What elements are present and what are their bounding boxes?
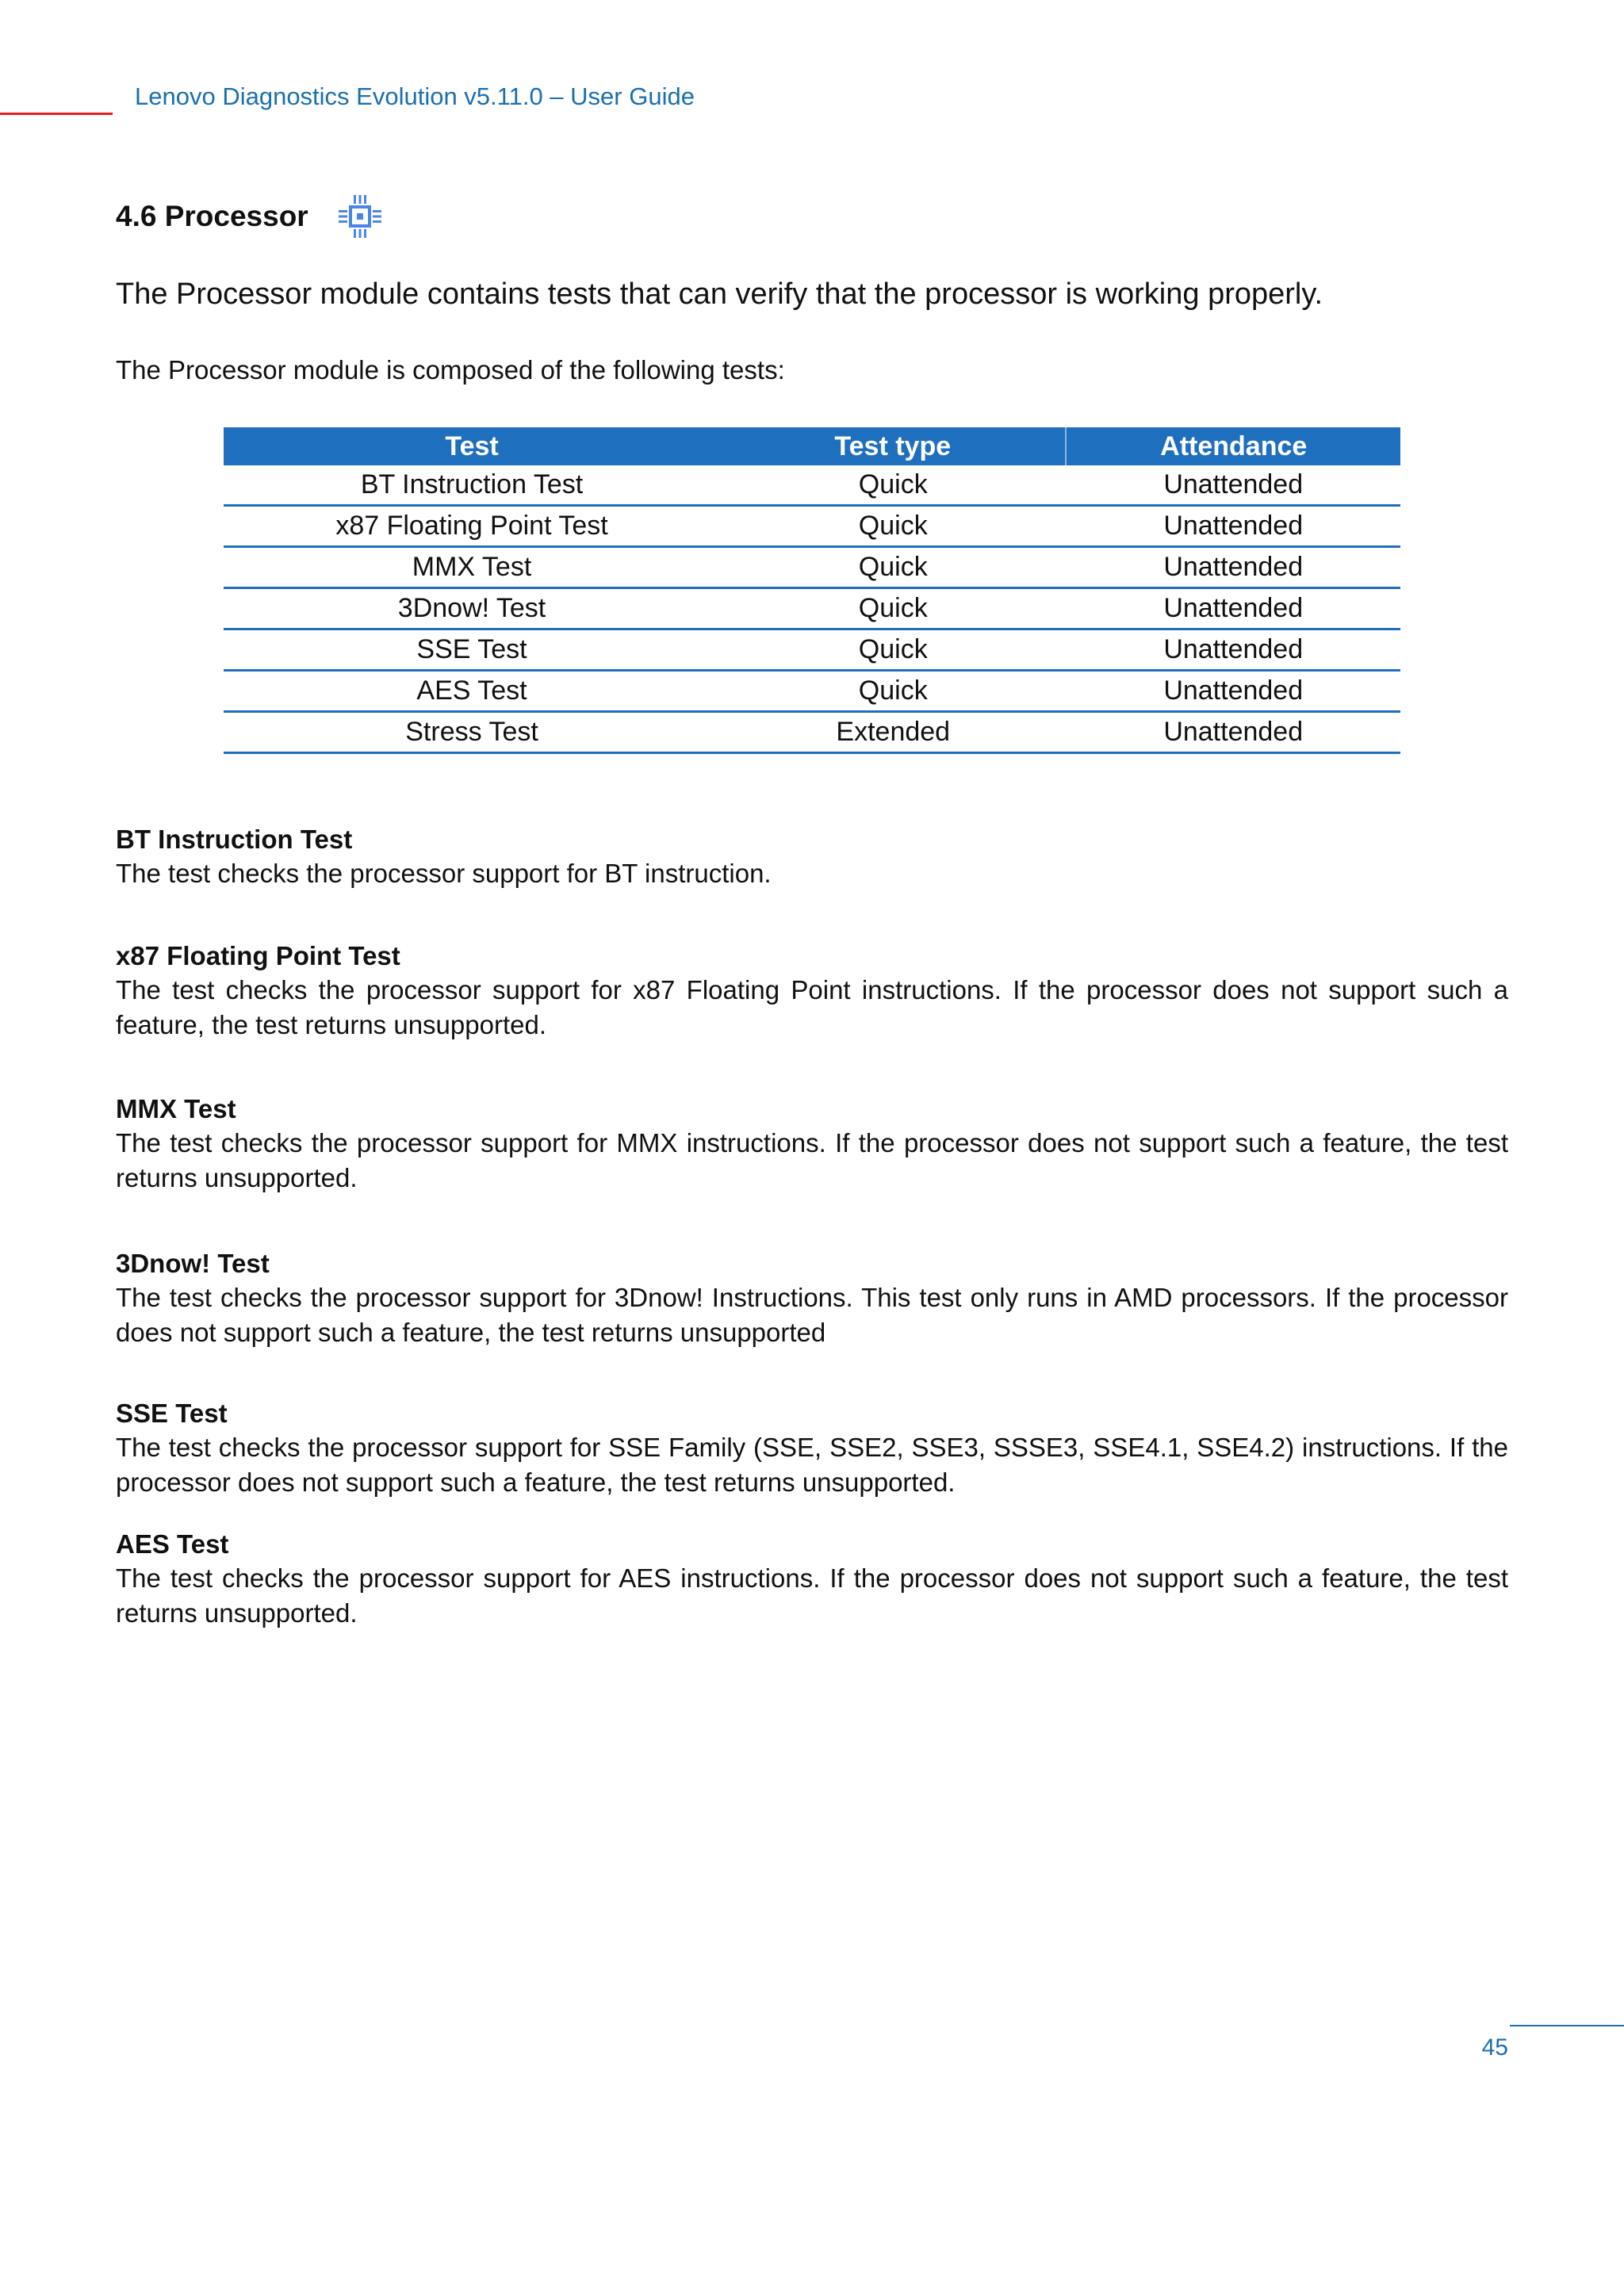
table-header-row <box>224 427 1400 465</box>
table-row <box>224 506 1400 547</box>
processor-chip-icon <box>337 193 383 239</box>
description-sse <box>116 1397 1508 1500</box>
tests-table <box>224 427 1400 754</box>
description-aes <box>116 1528 1508 1631</box>
cell-test-type: Extended <box>720 712 1066 753</box>
table-row <box>224 712 1400 753</box>
cell-test: SSE Test <box>224 629 720 671</box>
description-title: 3Dnow! Test <box>116 1249 270 1278</box>
table-row <box>224 588 1400 629</box>
description-text: The test checks the processor support for BT instruction. <box>116 859 772 888</box>
section-heading <box>116 193 383 239</box>
cell-attendance: Unattended <box>1066 712 1400 753</box>
cell-test-type: Quick <box>720 506 1066 547</box>
intro-paragraph: The Processor module contains tests that can verify that the processor is working properly. <box>116 277 1323 311</box>
description-text: The test checks the processor support for AES instructions. If the processor does not support such a feature, the test returns unsupported. <box>116 1563 1508 1628</box>
table-row <box>224 465 1400 506</box>
description-mmx <box>116 1093 1508 1196</box>
page-number: 45 <box>1481 2034 1508 2061</box>
cell-test: MMX Test <box>224 547 720 588</box>
header-attendance: Attendance <box>1066 427 1400 465</box>
cell-attendance: Unattended <box>1066 506 1400 547</box>
description-text: The test checks the processor support for MMX instructions. If the processor does not support such a feature, the test returns unsupported. <box>116 1128 1508 1192</box>
cell-test: BT Instruction Test <box>224 465 720 506</box>
cell-test: x87 Floating Point Test <box>224 506 720 547</box>
cell-attendance: Unattended <box>1066 671 1400 712</box>
cell-test-type: Quick <box>720 629 1066 671</box>
cell-attendance: Unattended <box>1066 465 1400 506</box>
cell-test-type: Quick <box>720 547 1066 588</box>
description-title: SSE Test <box>116 1399 228 1428</box>
composed-label: The Processor module is composed of the following tests: <box>116 355 785 385</box>
cell-test-type: Quick <box>720 588 1066 629</box>
description-3dnow <box>116 1247 1508 1350</box>
description-title: AES Test <box>116 1529 229 1559</box>
cell-test: Stress Test <box>224 712 720 753</box>
description-x87-floating-point <box>116 939 1508 1043</box>
cell-test: AES Test <box>224 671 720 712</box>
cell-attendance: Unattended <box>1066 629 1400 671</box>
header-test-type: Test type <box>720 427 1066 465</box>
header-rule <box>0 113 113 115</box>
cell-attendance: Unattended <box>1066 547 1400 588</box>
cell-test-type: Quick <box>720 671 1066 712</box>
cell-attendance: Unattended <box>1066 588 1400 629</box>
table-row <box>224 547 1400 588</box>
document-header-title: Lenovo Diagnostics Evolution v5.11.0 – User Guide <box>135 82 695 110</box>
description-title: x87 Floating Point Test <box>116 941 400 970</box>
cell-test-type: Quick <box>720 465 1066 506</box>
description-bt-instruction <box>116 823 1508 891</box>
footer-rule <box>1510 2025 1624 2026</box>
header-test: Test <box>224 427 720 465</box>
description-text: The test checks the processor support for x87 Floating Point instructions. If the processor does not support such a feature, the test returns unsupported. <box>116 975 1508 1039</box>
description-text: The test checks the processor support for SSE Family (SSE, SSE2, SSE3, SSSE3, SSE4.1, SSE4.2) instructions. If the processor does not support such a feature, the test returns unsupported. <box>116 1433 1508 1497</box>
description-text: The test checks the processor support for 3Dnow! Instructions. This test only runs in AMD processors. If the processor does not support such a feature, the test returns unsupported <box>116 1283 1508 1347</box>
table-row <box>224 671 1400 712</box>
cell-test: 3Dnow! Test <box>224 588 720 629</box>
description-title: MMX Test <box>116 1094 236 1123</box>
description-title: BT Instruction Test <box>116 825 353 854</box>
section-title: 4.6 Processor <box>116 200 308 232</box>
table-row <box>224 629 1400 671</box>
